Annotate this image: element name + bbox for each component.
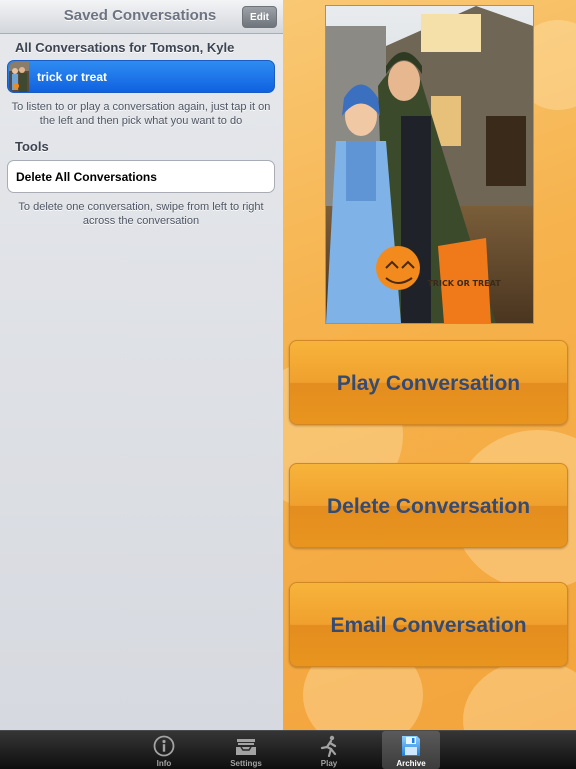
conversation-photo: [325, 5, 534, 324]
delete-conversation-button[interactable]: [289, 463, 568, 548]
edit-button[interactable]: Edit: [242, 6, 277, 28]
email-conversation-button[interactable]: [289, 582, 568, 667]
conversation-thumbnail: [9, 62, 29, 92]
tab-info-label: Info: [156, 759, 172, 768]
play-conversation-button[interactable]: [289, 340, 568, 425]
listen-hint-text: To listen to or play a conversation again, just tap it on the left and then pick what you want to do: [11, 101, 271, 127]
play-conversation-label: Play Conversation: [336, 372, 521, 395]
conversations-sidebar: [0, 0, 283, 730]
tab-bar: [0, 730, 576, 769]
email-conversation-label: Email Conversation: [330, 614, 527, 637]
running-person-icon: [317, 735, 341, 757]
tools-section-header: Tools: [15, 139, 49, 154]
tab-settings[interactable]: [217, 731, 275, 769]
conversation-label: trick or treat: [37, 70, 108, 84]
tab-archive[interactable]: [382, 731, 440, 769]
conversations-section-header: All Conversations for Tomson, Kyle: [15, 40, 235, 55]
delete-hint-text: To delete one conversation, swipe from left to right across the conversation: [18, 201, 264, 227]
delete-conversation-label: Delete Conversation: [326, 495, 531, 518]
info-icon: [152, 735, 176, 757]
delete-all-label: Delete All Conversations: [16, 170, 157, 184]
sidebar-navbar: [0, 0, 283, 34]
delete-all-conversations-row[interactable]: [7, 160, 275, 193]
tab-archive-label: Archive: [396, 759, 426, 768]
tab-info[interactable]: [135, 731, 193, 769]
sidebar-title: Saved Conversations: [63, 7, 217, 24]
background-bubble: [463, 660, 576, 730]
conversation-detail-pane: [283, 0, 576, 730]
tab-settings-label: Settings: [230, 759, 262, 768]
tray-icon: [234, 735, 258, 757]
conversation-row-selected[interactable]: [7, 60, 275, 93]
tab-play-label: Play: [320, 759, 338, 768]
bag-text: TRICK OR TREAT: [427, 279, 501, 288]
tab-play[interactable]: [300, 731, 358, 769]
floppy-disk-icon: [399, 735, 423, 757]
